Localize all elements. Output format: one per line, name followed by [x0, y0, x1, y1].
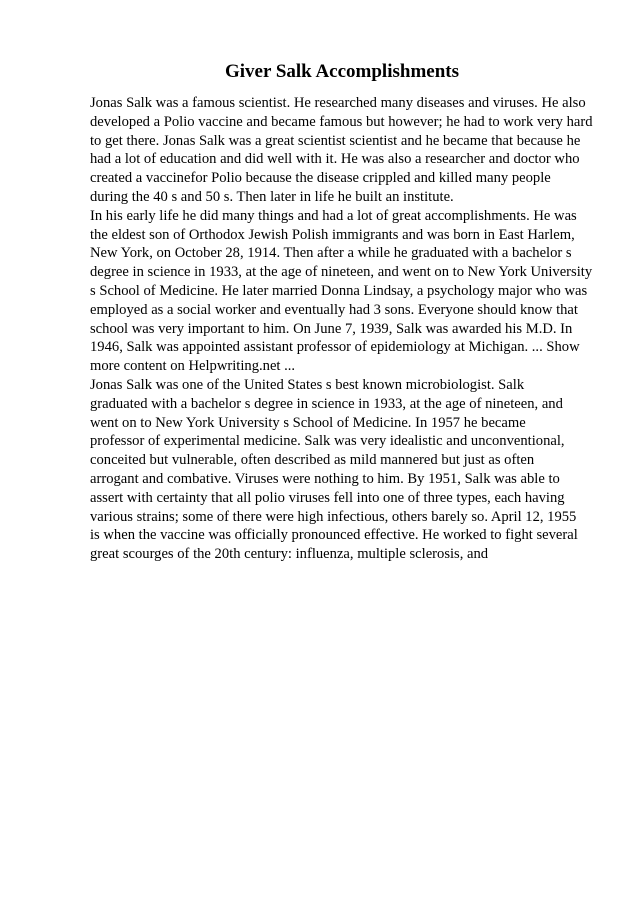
- text-line: the eldest son of Orthodox Jewish Polish immigrants and was born in East Harlem,: [90, 226, 575, 243]
- document-body: [90, 94, 610, 564]
- text-line: arrogant and combative. Viruses were nothing to him. By 1951, Salk was able to: [90, 470, 560, 487]
- text-line: professor of experimental medicine. Salk was very idealistic and unconventional,: [90, 433, 565, 450]
- text-line: s School of Medicine. He later married Donna Lindsay, a psychology major who was: [90, 282, 588, 299]
- text-line: Jonas Salk was a famous scientist. He researched many diseases and viruses. He also: [90, 95, 586, 111]
- text-line: New York, on October 28, 1914. Then after a while he graduated with a bachelor s: [90, 245, 572, 262]
- text-line: 1946, Salk was appointed assistant professor of epidemiology at Michigan. ... Show: [90, 339, 580, 356]
- text-line: had a lot of education and did well with it. He was also a researcher and doctor who: [90, 151, 580, 168]
- document-title: Giver Salk Accomplishments: [225, 61, 459, 82]
- text-line: more content on Helpwriting.net ...: [90, 358, 296, 375]
- text-line: In his early life he did many things and had a lot of great accomplishments. He was: [90, 207, 577, 224]
- text-line: school was very important to him. On June 7, 1939, Salk was awarded his M.D. In: [90, 320, 573, 337]
- text-line: various strains; some of there were high infectious, others barely so. April 12, 1955: [90, 508, 577, 525]
- text-line: Jonas Salk was one of the United States s best known microbiologist. Salk: [90, 376, 525, 393]
- text-line: conceited but vulnerable, often described as mild mannered but just as often: [90, 452, 535, 469]
- text-line: assert with certainty that all polio viruses fell into one of three types, each having: [90, 489, 565, 506]
- text-line: created a vaccinefor Polio because the disease crippled and killed many people: [90, 170, 551, 187]
- text-line: great scourges of the 20th century: influenza, multiple sclerosis, and: [90, 546, 489, 563]
- text-line: employed as a social worker and eventually had 3 sons. Everyone should know that: [90, 301, 578, 318]
- text-line: during the 40 s and 50 s. Then later in life he built an institute.: [90, 188, 454, 205]
- text-line: graduated with a bachelor s degree in science in 1933, at the age of nineteen, and: [90, 395, 563, 412]
- text-line: is when the vaccine was officially pronounced effective. He worked to fight several: [90, 527, 578, 544]
- text-line: went on to New York University s School of Medicine. In 1957 he became: [90, 414, 526, 431]
- text-line: developed a Polio vaccine and became famous but however; he had to work very hard: [90, 113, 593, 130]
- text-line: to get there. Jonas Salk was a great scientist scientist and he became that because he: [90, 132, 581, 149]
- text-line: degree in science in 1933, at the age of nineteen, and went on to New York University: [90, 264, 593, 281]
